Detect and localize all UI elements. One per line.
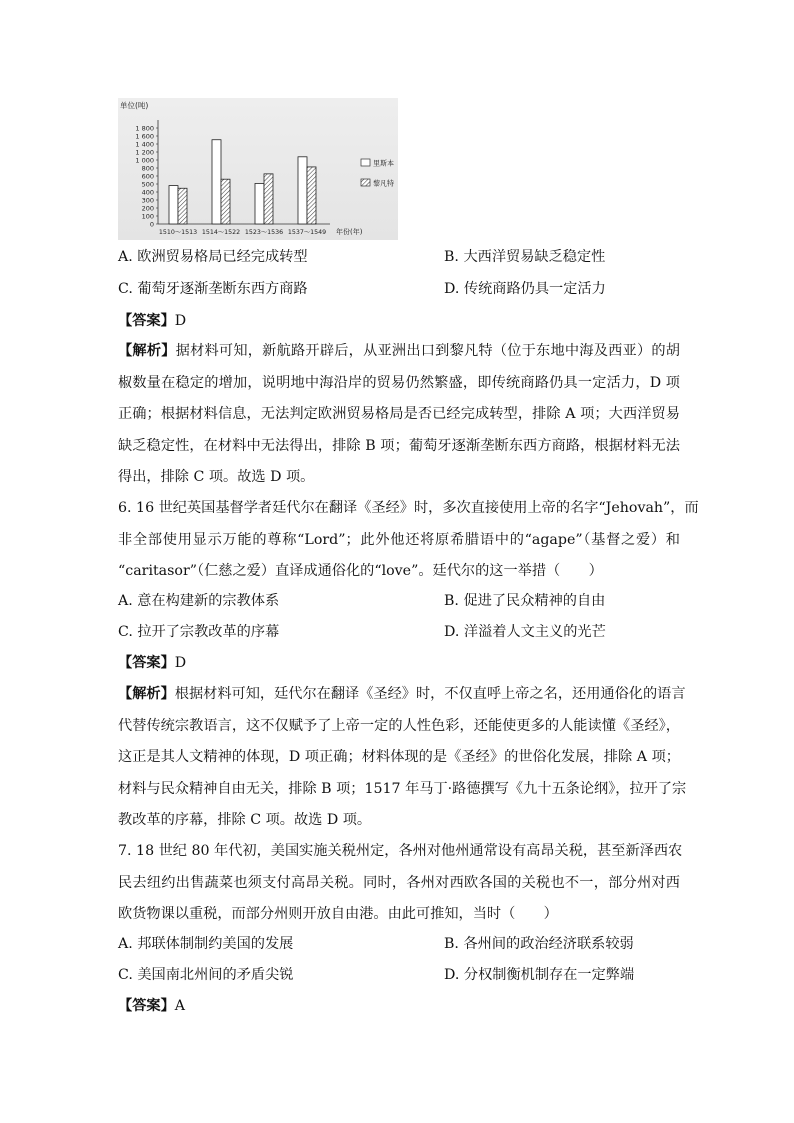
- x-tick-label: 1514～1522: [201, 229, 241, 236]
- q7-stem-line: 欧货物课以重税，而部分州则开放自由港。由此可推知，当时（ ）: [118, 906, 558, 922]
- q6-analysis: [118, 679, 687, 837]
- bar-lisbon-1: [212, 140, 221, 224]
- chart-svg: [118, 98, 398, 240]
- y-tick-label: 1 600: [135, 132, 154, 141]
- y-tick-label: 600: [141, 172, 154, 181]
- q6-option-c[interactable]: C. 拉开了宗教改革的序幕: [118, 624, 280, 640]
- q5-answer-value: D: [174, 313, 187, 329]
- q7-answer-value: A: [174, 998, 186, 1014]
- bar-lisbon-3: [298, 157, 307, 224]
- bar-chart: [118, 98, 398, 240]
- y-tick-label: 400: [141, 188, 154, 197]
- q5-analysis-label: 【解析】: [118, 343, 176, 359]
- y-tick-label: 500: [141, 180, 154, 189]
- q7-answer: [118, 996, 678, 1016]
- q6-answer-value: D: [174, 655, 187, 671]
- q6-analysis-line: 教改革的序幕，排除 C 项。故选 D 项。: [118, 812, 372, 828]
- q6-answer-label: 【答案】: [118, 655, 175, 671]
- q7-option-d[interactable]: D. 分权制衡机制存在一定弊端: [444, 967, 635, 983]
- q6-analysis-line: 材料与民众精神自由无关，排除 B 项；1517 年马丁·路德撰写《九十五条论纲》，拉开了宗: [118, 780, 687, 797]
- q6-options-row-1: [118, 591, 678, 611]
- y-tick-label: 800: [141, 164, 154, 173]
- x-tick-label: 1510～1513: [158, 229, 198, 236]
- bar-levant-3: [307, 167, 316, 224]
- q6-stem-line: 非全部使用显示万能的尊称“Lord”；此外他还将原希腊语中的“agape”（基督之爱）和: [118, 531, 680, 548]
- q5-option-b[interactable]: B. 大西洋贸易缺乏稳定性: [444, 249, 606, 265]
- q7-options-row-2: [118, 965, 678, 985]
- q6-stem-line: 6. 16 世纪英国基督学者廷代尔在翻译《圣经》时，多次直接使用上帝的名字“Jehovah”，而: [118, 500, 699, 516]
- q7-answer-label: 【答案】: [118, 998, 175, 1014]
- q5-option-a[interactable]: A. 欧洲贸易格局已经完成转型: [118, 249, 308, 265]
- q6-options-row-2: [118, 622, 678, 642]
- y-tick-label: 100: [141, 212, 154, 221]
- bar-levant-2: [264, 174, 273, 224]
- q5-options-row-1: [118, 247, 678, 267]
- q7-stem-line: 民去纽约出售蔬菜也须支付高昂关税。同时，各州对西欧各国的关税也不一，部分州对西: [118, 874, 680, 891]
- bar-levant-1: [221, 179, 230, 224]
- legend-label-levant: 黎凡特: [373, 179, 394, 188]
- bar-lisbon-2: [255, 183, 264, 224]
- q7-option-a[interactable]: A. 邦联体制制约美国的发展: [118, 936, 294, 952]
- q5-analysis-line: 椒数量在稳定的增加，说明地中海沿岸的贸易仍然繁盛，即传统商路仍具一定活力，D 项: [118, 374, 680, 391]
- q6-analysis-text: 根据材料可知，廷代尔在翻译《圣经》时，不仅直呼上帝之名，还用通俗化的语言: [174, 686, 686, 702]
- y-tick-label: 1 000: [135, 156, 154, 165]
- q7-stem: [118, 836, 683, 931]
- q5-analysis-line: [118, 336, 680, 368]
- q7-stem-line: 7. 18 世纪 80 年代初，美国实施关税州定，各州对他州通常设有高昂关税，甚至新泽西农: [118, 843, 683, 859]
- q7-option-b[interactable]: B. 各州间的政治经济联系较弱: [444, 936, 634, 952]
- q5-analysis-line: 缺乏稳定性，在材料中无法得出，排除 B 项；葡萄牙逐渐垄断东西方商路，根据材料无法: [118, 437, 680, 454]
- y-tick-label: 0: [149, 220, 154, 229]
- y-tick-label: 300: [141, 196, 154, 205]
- q6-analysis-line: 这正是其人文精神的体现，D 项正确；材料体现的是《圣经》的世俗化发展，排除 A 项；: [118, 749, 680, 765]
- q5-analysis-line: 正确；根据材料信息，无法判定欧洲贸易格局是否已经完成转型，排除 A 项；大西洋贸易: [118, 406, 680, 422]
- q5-answer-label: 【答案】: [118, 313, 175, 329]
- q6-answer: [118, 653, 678, 673]
- y-tick-label: 200: [141, 204, 154, 213]
- q5-analysis: [118, 336, 680, 494]
- q6-stem-line: “caritasor”（仁慈之爱）直译成通俗化的“love”。廷代尔的这一举措（ ）: [118, 563, 603, 579]
- q7-options-row-1: [118, 934, 678, 954]
- y-axis-label: 单位(吨): [120, 101, 149, 110]
- q6-option-d[interactable]: D. 洋溢着人文主义的光芒: [444, 624, 606, 640]
- q6-analysis-line: 代替传统宗教语言，这不仅赋予了上帝一定的人性色彩，还能使更多的人能读懂《圣经》，: [118, 717, 680, 734]
- x-tick-label: 1537～1549: [287, 229, 327, 236]
- q6-analysis-label: 【解析】: [118, 686, 175, 702]
- q6-option-b[interactable]: B. 促进了民众精神的自由: [444, 593, 606, 609]
- q6-option-a[interactable]: A. 意在构建新的宗教体系: [118, 593, 280, 609]
- q5-option-d[interactable]: D. 传统商路仍具一定活力: [444, 281, 606, 297]
- y-tick-label: 1 400: [135, 140, 154, 149]
- bar-lisbon-0: [169, 186, 178, 224]
- bar-levant-0: [178, 188, 187, 224]
- x-axis-label: 年份(年): [336, 228, 363, 236]
- y-tick-label: 1 800: [135, 124, 154, 133]
- q5-option-c[interactable]: C. 葡萄牙逐渐垄断东西方商路: [118, 281, 308, 297]
- legend-label-lisbon: 里斯本: [373, 159, 394, 168]
- q5-answer: [118, 311, 678, 331]
- q6-stem: [118, 493, 699, 588]
- legend-swatch-levant: [361, 179, 370, 186]
- legend-swatch-lisbon: [361, 159, 370, 166]
- q5-analysis-text: 据材料可知，新航路开辟后，从亚洲出口到黎凡特（位于东地中海及西亚）的胡: [175, 343, 680, 359]
- q6-analysis-line: [118, 679, 686, 711]
- x-tick-label: 1523～1536: [244, 229, 284, 236]
- q5-options-row-2: [118, 279, 678, 299]
- q7-option-c[interactable]: C. 美国南北州间的矛盾尖锐: [118, 967, 294, 983]
- q5-analysis-line: 得出，排除 C 项。故选 D 项。: [118, 469, 315, 485]
- y-tick-label: 1 200: [135, 148, 154, 157]
